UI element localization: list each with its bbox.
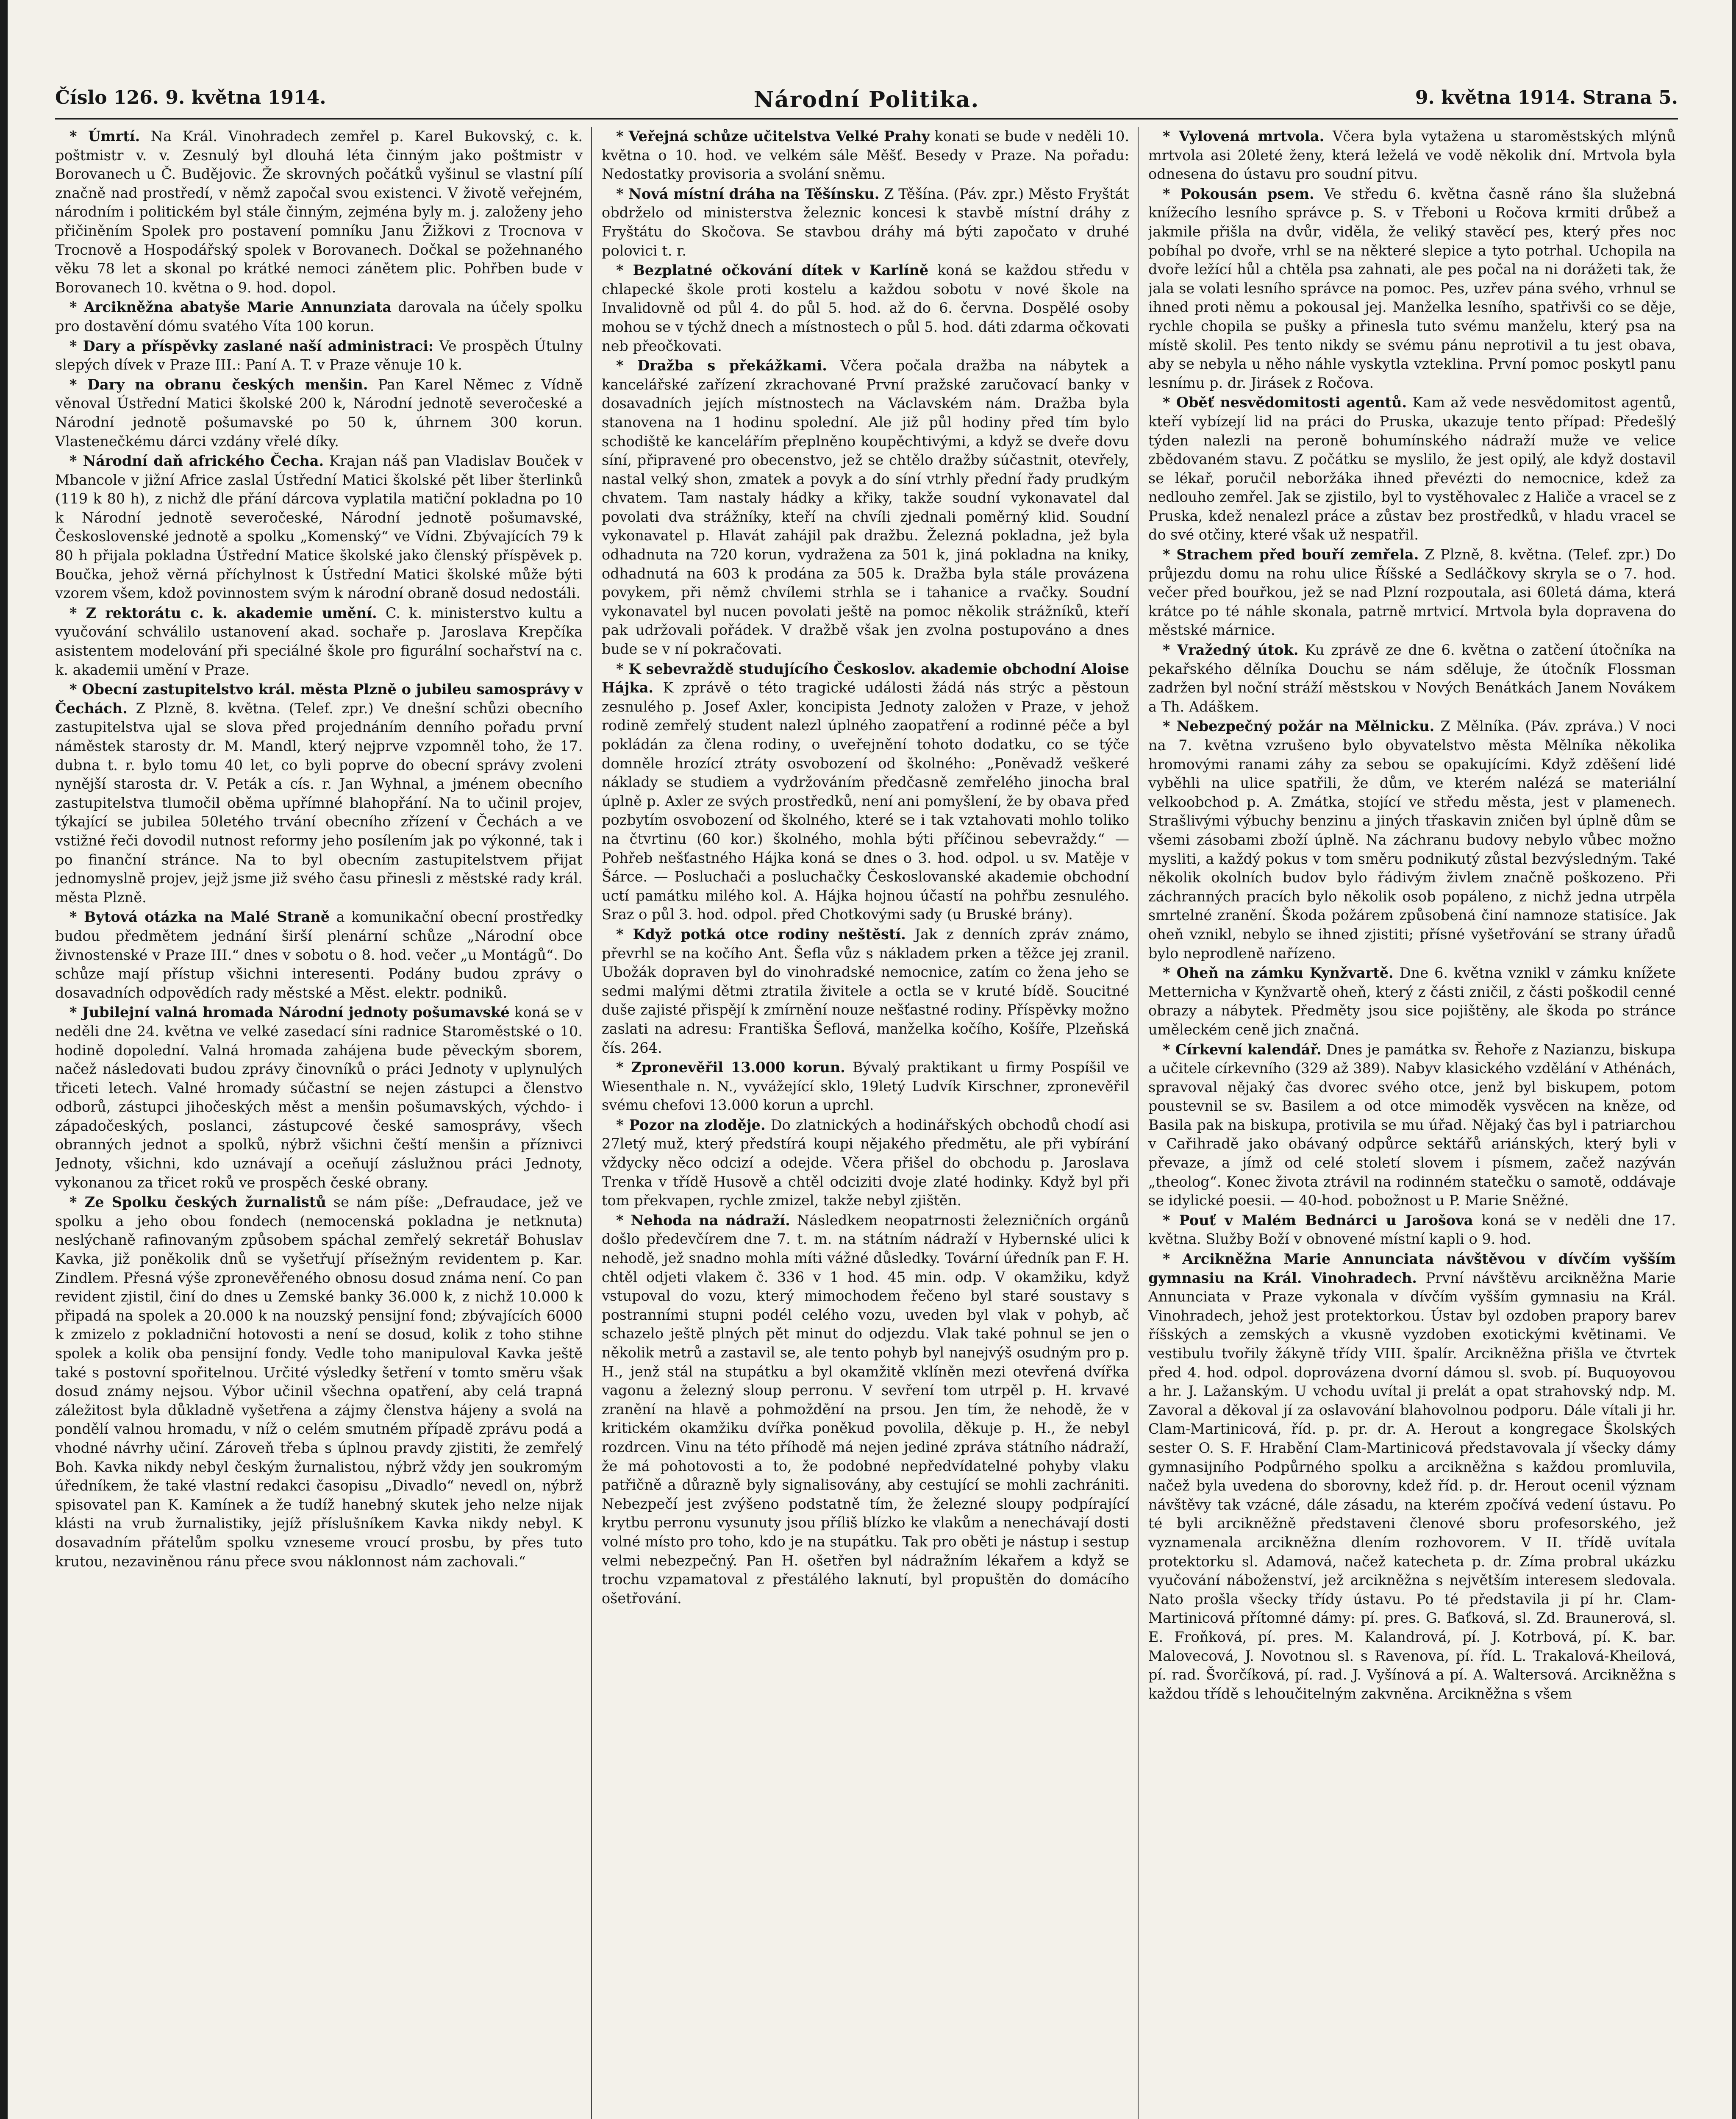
article (1148, 1250, 1676, 1703)
article (1148, 127, 1676, 184)
article-heading: * Jubilejní valná hromada Národní jednoty pošumavské (69, 1004, 510, 1021)
article (602, 261, 1129, 356)
scan-edge-right (1732, 0, 1736, 2119)
article-body: C. k. ministerstvo kultu a vyučování schválilo ustanovení akad. sochaře p. Jaroslava Krepčíka asistentem modelování při speciálné škole pro figurální sochařství na c. k. akademii umění v Praze. (55, 604, 583, 678)
article-heading: * Z rektorátu c. k. akademie umění. (69, 604, 377, 621)
article-body: Včera počala dražba na nábytek a kancelářské zařízení zkrachované První pražské zaručovací banky v dosavadních jejích místnostech na Václavském nám. Dražba byla stanovena na 1 hodinu spolední. Ale již půl hodiny před tím bylo schodiště ke kancelářím přeplněno koupěchtivými, a když se dveře dovu síní, připravené pro obecenstvo, jež se chtělo dražby súčastnit, otevřely, nastal velký shon, zmatek a povyk a do síní vtrhly přední řady prudkým chvatem. Tam nastaly hádky a křiky, takže soudní vykonavatel dal povolati dva strážníky, kteří na chvíli zjednali poměrný klid. Soudní vykonavatel p. Hlavát zahájil pak dražbu. Železná pokladna, jež byla odhadnuta na 720 korun, vydražena za 501 k, jiná pokladna na kniky, odhadnutá na 603 k prodána za 505 k. Dražba byla stále provázena povykem, při němž chvílemi strhla se i tahanice a rvačky. Soudní vykonavatel byl nucen povolati ještě na pomoc několik strážníků, kteří pak udržovali pořádek. V dražbě však jen zvolna postupováno a dnes bude se v ní pokračovati. (602, 357, 1129, 658)
article-heading: * Vražedný útok. (1163, 642, 1299, 659)
article-body: koná se v neděli dne 17. května. Služby Boží v obnovené místní kapli o 9. hod. (1148, 1212, 1676, 1248)
article-heading: * Zpronevěřil 13.000 korun. (616, 1059, 845, 1076)
article-heading: * Nebezpečný požár na Mělnicku. (1163, 718, 1435, 735)
article-body: Ku zprávě ze dne 6. května o zatčení útočníka na pekařského dělníka Douchu se nám sděluje, že útočník Flossman zadržen byl noční stráží městskou v Nových Benátkách Janem Novákem a Th. Adáškem. (1148, 642, 1676, 715)
article-body: Dne 6. května vznikl v zámku knížete Metternicha v Kynžvartě oheň, který z části zničil, z části poškodil cenné obrazy a nábytek. Předměty jsou sice pojištěny, ale škoda po stránce uměleckém ceně jich značná. (1148, 965, 1676, 1038)
article-body: Dnes je památka sv. Řehoře z Nazianzu, biskupa a učitele církevního (329 až 389). Nabyv klasického vzdělání v Athénách, spravoval nějaký čas dvorec svého otce, jenž byl biskupem, potom poustevnil se sv. Basilem a od otce mimoděk vysvěcen na kněze, od Basila pak na biskupa, protivila se mu úřad. Nějaký čas byl i patriarchou v Cařihradě jako obávaný odpůrce sektářů ariánských, který byli v převaze, a jímž od celé století slovem i písmem, začež nazýván „theolog“. Konec života ztrávil na rodinném statečku o samotě, oddávaje se idylické poesii. — 40-hod. pobožnost u P. Marie Sněžné. (1148, 1041, 1676, 1209)
article-body: Kam až vede nesvědomitost agentů, kteří vybízejí lid na práci do Pruska, ukazuje tento případ: Předešlý týden nalezli na peroně bohumínského nádraží muže ve velice zbědovaném stavu. Z počátku se myslilo, že jest opilý, ale když dostavil se lékař, poručil neboržáka ihned převézti do nemocnice, kdež za nedlouho zemřel. Jak se zjistilo, byl to vystěhovalec z Haliče a vracel se z Pruska, kdež nenalezl práce a zůstav bez prostředků, v hladu vracel se do své otčiny, které však už nespatřil. (1148, 394, 1676, 543)
article-body: Z Plzně, 8. května. (Telef. zpr.) Do průjezdu domu na rohu ulice Říšské a Sedláčkovy skryla se o 7. hod. večer před bouřkou, jež se nad Plzní rozpoutala, asi 60letá dáma, která krátce po té náhle skonala, patrně mrtvicí. Mrtvola byla dopravena do městské márnice. (1148, 546, 1676, 639)
article-body: Včera byla vytažena u staroměstských mlýnů mrtvola asi 20leté ženy, která leželá ve vodě několik dní. Mrtvola byla odnesena do ústavu pro soudní pitvu. (1148, 128, 1676, 183)
article (602, 1116, 1129, 1210)
article-body: K zprávě o této tragické události žádá nás strýc a pěstoun zesnulého p. Josef Axler, koncipista Jednoty založen v Praze, v jehož rodině zemřelý student nalezl úplného zaopatření a rodinné péče a byl pokládán za člena rodiny, o uveřejnění tohoto dodatku, co se týče domněle hrozící ztráty osvobození od školného: „Poněvadž veškeré náklady se studiem a vydržováním předčasně zemřelého jinocha bral úplně p. Axler ze svých prostředků, není ani pomyšlení, že by obava před pozbytím osvobození od školného, které se i tak vztahovati mohlo toliko na čtvrtinu (60 kor.) školného, mohla býti příčinou sebevraždy.“ — Pohřeb nešťastného Hájka koná se dnes o 3. hod. odpol. u sv. Matěje v Šárce. — Posluchači a posluchačky Českoslovanské akademie obchodní uctí památku milého kol. A. Hájka hojnou účastí na pohřbu zesnulého. Sraz o půl 3. hod. odpol. před Chotkovými sady (u Bruské brány). (602, 679, 1129, 923)
column-3 (1148, 127, 1676, 2119)
article-body: koná se každou středu v chlapecké škole proti kostelu a každou sobotu v nové škole na Invalidovně od půl 4. do půl 5. hod. až do 6. června. Dospělé osoby mohou se v týchž dnech a místnostech o půl 5. hod. dáti zdarma očkovati neb přeočkovati. (602, 262, 1129, 354)
article (602, 660, 1129, 924)
article-body: Z Těšína. (Páv. zpr.) Město Fryštát obdrželo od ministerstva železnic koncesi k stavbě místní dráhy z Fryštátu do Skočova. Se stavbou dráhy má býti započato v druhé polovici t. r. (602, 185, 1129, 259)
article (55, 337, 583, 375)
article-heading: * Úmrtí. (69, 128, 140, 145)
article (1148, 1211, 1676, 1249)
article-body: koná se v neděli dne 24. května ve velké zasedací síni radnice Staroměstské o 10. hodině dopolední. Valná hromada zahájena bude pěveckým sborem, načež následovati budou zprávy činovníků o práci Jednoty v uplynulých třiceti letech. Valné hromady súčastní se nejen zástupci a členstvo odborů, zástupci jihočeských měst a menšin pošumavských, výchdo- i západočeských, poslanci, zástupcové české samosprávy, všech obranných jednot a spolků, nýbrž všichni čeští menšin a příznivci Jednoty, všichni, kdo uznávají a oceňují záslužnou práci Jednoty, vykonanou za třicet roků ve prospěch české obrany. (55, 1004, 583, 1191)
article (55, 1193, 583, 1571)
article (602, 127, 1129, 184)
article (55, 1003, 583, 1192)
article (1148, 185, 1676, 393)
article (55, 680, 583, 907)
article (1148, 717, 1676, 963)
article-heading: * Nová místní dráha na Těšínsku. (616, 185, 880, 202)
article-heading: * Obecní zastupitelstvo král. města Plzně o jubileu samosprávy v Čechách. (55, 681, 583, 717)
article-heading: * Národní daň afrického Čecha. (69, 453, 324, 470)
issue-number-date: Číslo 126. 9. května 1914. (55, 87, 326, 108)
scan-edge-left (0, 0, 8, 2119)
article-heading: * Vylovená mrtvola. (1163, 128, 1325, 145)
article (55, 452, 583, 603)
article (1148, 1040, 1676, 1210)
article-heading: * Dary na obranu českých menšin. (69, 376, 368, 393)
masthead-title: Národní Politika. (753, 87, 980, 113)
article-heading: * Ze Spolku českých žurnalistů (69, 1194, 326, 1211)
article (1148, 641, 1676, 716)
article (1148, 545, 1676, 640)
article-heading: * Arcikněžna Marie Annunciata návštěvou v dívčím vyšším gymnasiu na Král. Vinohradech. (1148, 1251, 1676, 1286)
article (602, 356, 1129, 659)
article (1148, 393, 1676, 545)
article (55, 604, 583, 679)
article-body: Následkem neopatrnosti železničních orgánů došlo předevčírem dne 7. t. m. na státním nádraží v Hybernské ulici k nehodě, jež snadno mohla míti vážné důsledky. Tovární úředník pan F. H. chtěl odjeti vlakem č. 336 v 1 hod. 45 min. odp. V okamžiku, když vstupoval do vozu, který mimochodem řečeno byl staré soustavy s postranními stupni podél celého vozu, uveden byl vlak v pohyb, ač schazelo ještě plných pět minut do odjezdu. Vlak také pohnul se jen o několik metrů a zastavil se, ale tento pohyb byl nanejvýš osudným pro p. H., jenž stál na stupátku a byl okamžitě vklíněn mezi otevřená dvířka vagonu a železný sloup perronu. V sevření tom utrpěl p. H. krvavé zranění na hlavě a pohmoždění na prsou. Jen tím, že nehodě, že v kritickém okamžiku dvířka poněkud povolila, děkuje p. H., že nebyl rozdrcen. Vinu na této příhodě má nejen jediné zpráva státního nádraží, že má pohotovosti a to, že podobné nepředvídatelné pohyby vlaku patřičně a důrazně byly signalisovány, aby cestující se mohli zachrániti. Nebezpečí jest zvýšeno podstatně tím, že železné sloupy podpírající krytbu perronu vysunuty jsou příliš blízko ke vlakům a nenechávají dosti volné místo pro toho, kdo je na stupátku. Tak pro oběti je nástup i sestup velmi nebezpečný. Pan H. ošetřen byl nádražním lékařem a když se trochu vzpamatoval z přestálého laknutí, byl propuštěn do domácího ošetřování. (602, 1212, 1129, 1607)
article-heading: * Oheň na zámku Kynžvartě. (1163, 965, 1394, 982)
article-body: Pan Karel Němec z Vídně věnoval Ústřední Matici školské 200 k, Národní jednotě severočeské a Národní jednotě pošumavské po 50 k, úhrnem 300 korun. Vlastenečkému dárci vzdány vřelé díky. (55, 376, 583, 450)
page-header (55, 87, 1678, 113)
article-heading: * Oběť nesvědomitosti agentů. (1163, 394, 1407, 411)
article-body: Z Plzně, 8. května. (Telef. zpr.) Ve dnešní schůzi obecního zastupitelstva ujal se slova před projednáním denního pořadu první náměstek starosty dr. M. Mandl, který nejprve vzpomněl toho, že 17. dubna t. r. bylo tomu 40 let, co byli poprve do obecní správy zvoleni nynější starosta dr. V. Peták a cís. r. Jan Wyhnal, a jménem obecního zastupitelstva tlumočil oběma upřímné blahopřání. Na to učinil projev, týkající se jubilea 50letého trvání obecního zřízení v Čechách a ve vstižné řeči dovodil nutnost reformy jeho posílením jak po výkonné, tak i po finanční stránce. Na to byl obecním zastupitelstvem přijat jednomyslně projev, jejž jsme již svého času přinesli z městské rady král. města Plzně. (55, 700, 583, 906)
article-heading: * Když potká otce rodiny neštěstí. (616, 926, 906, 943)
article-body: První návštěvu arcikněžna Marie Annunciata v Praze vykonala v dívčím vyšším gymnasiu na Král. Vinohradech, jehož jest protektorkou. Ústav byl ozdoben prapory barev říšských a zemských a vkusně vyzdoben exotickými květinami. Ve vestibulu tvořily žákyně třídy VIII. špalír. Arcikněžna přišla ve čtvrtek před 4. hod. odpol. doprovázena dvorní dámou sl. svob. pí. Buquoyovou a hr. J. Lažanským. U vchodu uvítal ji prelát a opat strahovský ndp. M. Zavoral a děkoval jí za oslavování blahovolnou podporu. Dále vítali ji hr. Clam-Martinicová, říd. p. pr. dr. A. Herout a kongregace Školských sester O. S. F. Hrabění Clam-Martinicová představovala jí všecky dámy gymnasijního Podpůrného spolku a arcikněžna s každou promluvila, načež byla uvedena do sborovny, kdež říd. p. dr. Herout ocenil význam návštěvy tak vzácné, dále zásadu, na kterém zpočívá vedení ústavu. Po té byli arcikněžně představeni členové sboru profesorského, jež vyznamenala arcikněžna dlením rozhovorem. V II. třídě uvítala protektorku sl. Adamová, načež katecheta p. dr. Zíma probral ukázku vyučování náboženství, jež arcikněžna s největším interesem sledovala. Nato prošla všecky třídy ústavu. Po té představila ji pí hr. Clam-Martinicová přítomné dámy: pí. pres. G. Baťková, sl. Zd. Braunerová, sl. E. Froňková, pí. pres. M. Kalandrová, pí. J. Kotrbová, pí. K. bar. Malovecová, J. Novotnou sl. s Ravenova, pí. říd. L. Trakalová-Kheilová, pí. rad. Švorčíková, pí. rad. J. Vyšínová a pí. A. Waltersová. Arcikněžna s každou třídě s lehoučitelným zakvněna. Arcikněžna s všem (1148, 1269, 1676, 1702)
article (55, 298, 583, 336)
article (55, 908, 583, 1002)
column-divider-2 (1138, 127, 1139, 2119)
article-body: se nám píše: „Defraudace, jež ve spolku a jeho obou fondech (nemocenská pokladna je netknuta) neslýchaně rafinovaným způsobem spáchal zemřelý sekretář Bohuslav Kavka, již poněkolik dnů se vyšetřují přísežným revidentem p. Kar. Zindlem. Přesná výše zpronevěřeného obnosu dosud známa není. Co pan revident zjistil, činí do dnes u Zemské banky 36.000 k, z nichž 10.000 k připadá na spolek a 20.000 k na nouzský pensijní fond; zbývajících 6000 k zmizelo z pokladniční hotovosti a není se dosud, kolik z toho stihne spolek a kolik oba pensijní fondy. Vedle toho manipuloval Kavka ještě také s postovní spořitelnou. Určité výsledky šetření v tomto směru však dosud známy nejsou. Výbor učinil všechna opatření, aby celá trapná záležitost byla důkladně vyšetřena a zájmy členstva hájeny a svolá na pondělí valnou hromadu, v níž o celém smutném případě zprávu podá a vhodné návrhy učiní. Zároveň třeba s úplnou pravdy zjistiti, že zemřelý Boh. Kavka nikdy nebyl českým žurnalistou, nýbrž vždy jen soukromým úředníkem, že také vlastní redakci časopisu „Divadlo“ nevedl on, nýbrž spisovatel pan K. Kamínek a že tudíž hanebný skutek jeho nelze nijak klásti na vrub žurnalistiky, jejíž příslušníkem Kavka nikdy nebyl. K dosavadním přátelům spolku vzneseme vroucí prosbu, by přes tuto krutou, nezaviněnou ránu přece svou náklonnost nám zachovali.“ (55, 1194, 583, 1570)
page-date-number: 9. května 1914. Strana 5. (1415, 87, 1678, 108)
article-heading: * Dary a příspěvky zaslané naší administraci: (69, 337, 434, 354)
article-body: Na Král. Vinohradech zemřel p. Karel Bukovský, c. k. poštmistr v. v. Zesnulý byl dlouhá léta činným jako poštmistr v Borovanech u Č. Budějovic. Že skrovných počátků vyšinul se vlastní pílí značně nad prostředí, v němž započal svou existenci. V životě veřejném, národním i politickém byl stále činným, zejména byly m. j. založeny jeho přičiněním Spolek pro postavení pomníku Janu Žižkovi z Trocnova v Trocnově a Hospodářský spolek v Borovanech. Dočkal se požehnaného věku 78 let a skonal po krátké nemoci zánětem plic. Pohřben bude v Borovanech 10. května o 9. hod. dopol. (55, 128, 583, 296)
column-divider-1 (591, 127, 592, 2119)
article-heading: * Pouť v Malém Bednárci u Jarošova (1163, 1212, 1473, 1229)
article-body: Do zlatnických a hodinářských obchodů chodí asi 27letý muž, který předstírá koupi nějakého předmětu, ale při vybírání vždycky něco odcizí a odejde. Včera přišel do obchodu p. Jaroslava Trenka v třídě Husově a chtěl odciziti dvoje zlaté hodinky. Když byl při tom překvapen, rychle zmizel, takže nebyl zjištěn. (602, 1116, 1129, 1209)
column-1 (55, 127, 583, 2119)
article (602, 925, 1129, 1057)
article-heading: * Nehoda na nádraží. (616, 1212, 790, 1229)
article-heading: * Arcikněžna abatyše Marie Annunziata (69, 299, 392, 316)
article (602, 185, 1129, 260)
article-heading: * Bezplatné očkování dítek v Karlíně (616, 262, 929, 279)
article-heading: * Církevní kalendář. (1163, 1041, 1322, 1058)
article (55, 375, 583, 451)
article-body: Ve prospěch Útulny slepých dívek v Praze III.: Paní A. T. v Praze věnuje 10 k. (55, 337, 583, 373)
article-heading: * Dražba s překážkami. (616, 357, 827, 374)
article-body: Bývalý praktikant u firmy Pospíšil ve Wiesenthale n. N., vyvážející sklo, 19letý Ludvík Kirschner, zpronevěřil svému chefovi 13.000 korun a uprchl. (602, 1059, 1129, 1114)
article-body: Z Mělníka. (Páv. zpráva.) V noci na 7. května vzrušeno bylo obyvatelstvo města Mělníka několika hromovými ranami záhy za sebou se opakujícími. Když zděšení lidé vyběhli na ulice spatřili, že dům, ve kterém nalézá se materiální velkoobchod p. A. Zmátka, stojící ve středu města, jest v plamenech. Strašlivými výbuchy benzinu a jiných třaskavin zničen byl úplně dům se všemi zásobami zboží úplně. Na záchranu budovy nebylo vůbec možno mysliti, a každý pokus v tom směru podnikutý zůstal bezvýsledným. Také několik okolních budov bylo řádivým živlem značně poškozeno. Při záchranných pracích bylo několik osob popáleno, z nichž jedna utrpěla smrtelné zranění. Škoda požárem způsobená činí namnoze statisíce. Jak oheň vznikl, nebylo se ihned zjistiti; přísné vyšetřování se strany úřadů bylo neprodleně nařízeno. (1148, 718, 1676, 962)
article-heading: * Bytová otázka na Malé Straně (69, 909, 330, 926)
column-2 (602, 127, 1129, 2119)
article-heading: * Pozor na zloděje. (616, 1116, 766, 1133)
article-body: Krajan náš pan Vladislav Bouček v Mbancole v jižní Africe zaslal Ústřední Matici školské pět liber šterlinků (119 k 80 h), z nichž dle přání dárcova vyplatila matiční pokladna po 10 k Národní jednotě severočeské, Národní jednotě pošumavské, Československé jednotě a spolku „Komenský“ ve Vídni. Zbývajících 79 k 80 h přijala pokladna Ústřední Matice školské jako členský příspěvek p. Boučka, jehož věrná příchylnost k Ústřední Matici školské může býti vzorem všem, kdož povinnostem svým k národní obraně dosud nedostáli. (55, 453, 583, 602)
header-rule (55, 118, 1678, 120)
article (602, 1211, 1129, 1608)
article-body: Jak z denních zpráv známo, převrhl se na kočího Ant. Šefla vůz s nákladem prken a těžce jej zranil. Ubožák dopraven byl do vinohradské nemocnice, zatím co žena jeho se sedmi malými dětmi ztratila živitele a octla se v kruté bídě. Soucitné duše zajisté přispějí k zmírnění nouze nešťastné rodiny. Příspěvky možno zaslati na adresu: Františka Šeflová, manželka kočího, Košíře, Plzeňská čís. 264. (602, 926, 1129, 1056)
article-heading: * Veřejná schůze učitelstva Velké Prahy (616, 128, 930, 145)
article-body: Ve středu 6. května časně ráno šla služebná knížecího lesního správce p. S. v Třeboni u Ročova krmiti drůbež a jakmile přišla na dvůr, viděla, že veliký stavěcí pes, který přes noc pobíhal po dvoře, vrhl se na některé slepice a tyto potrhal. Uchopila na dvoře ležící hůl a chtěla psa zahnati, ale pes počal na ni dorážeti tak, že jala se volati lesního správce na pomoc. Pes, uzřev pána svého, vrhnul se ihned proti němu a pokousal jej. Manželka lesního, spatřivši co se děje, rychle chopila se pušky a přinesla tuto svému manželu, který psa na místě skolil. Pes tento nikdy se svému pánu neprotivil a tu jest obava, aby se nebyla u něho náhle vyskytla vzteklina. První pomoc poskytl panu lesnímu p. dr. Jirásek z Ročova. (1148, 185, 1676, 391)
article-body: konati se bude v neděli 10. května o 10. hod. ve velkém sále Měšť. Besedy v Praze. Na pořadu: Nedostatky provisoria a svolání sněmu. (602, 128, 1129, 183)
article-heading: * K sebevraždě studujícího Českoslov. akademie obchodní Aloise Hájka. (602, 660, 1129, 696)
article-body: a komunikační obecní prostředky budou předmětem jednání širší plenární schůze „Národní obce živnostenské v Praze III.“ dnes v sobotu o 8. hod. večer „u Montágů“. Do schůze mají přístup všichni interesenti. Podány budou zprávy o dosavadních odpovědích rady městské a Měst. elektr. podniků. (55, 909, 583, 1001)
article-heading: * Pokousán psem. (1163, 185, 1314, 202)
article-body: darovala na účely spolku pro dostavění dómu svatého Víta 100 korun. (55, 299, 583, 334)
article (1148, 964, 1676, 1039)
article (55, 127, 583, 297)
article-heading: * Strachem před bouří zemřela. (1163, 546, 1419, 563)
article (602, 1058, 1129, 1115)
